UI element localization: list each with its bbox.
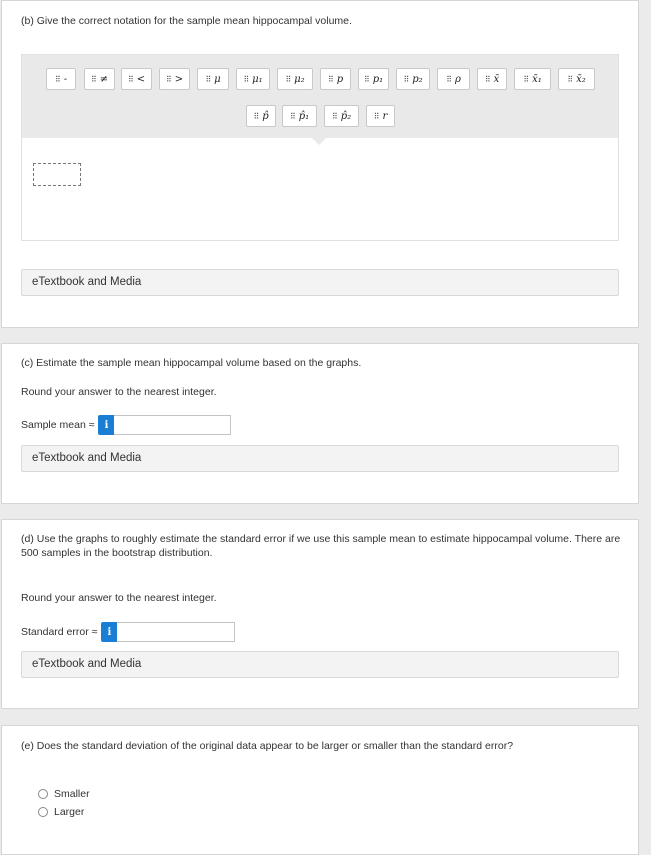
etextbook-media-bar-c[interactable]: eTextbook and Media: [21, 445, 619, 472]
drag-handle-icon: ⠿: [54, 74, 60, 84]
drag-handle-icon: ⠿: [363, 74, 369, 84]
standard-error-label: Standard error ≈: [21, 626, 98, 638]
palette-pointer-arrow: [312, 138, 326, 145]
minus-symbol: -: [63, 73, 68, 85]
tile-p2-symbol[interactable]: [396, 68, 430, 90]
rho-symbol: ρ: [454, 73, 461, 85]
not-equal-symbol: ≠: [99, 73, 109, 85]
p1-symbol: p₁: [372, 73, 384, 85]
xbar-symbol: x̄: [493, 73, 500, 85]
tile-phat-symbol[interactable]: [246, 105, 276, 127]
part-b-card: [1, 0, 639, 328]
drag-handle-icon: ⠿: [484, 74, 490, 84]
r-symbol: r: [382, 110, 388, 122]
info-icon[interactable]: i: [98, 415, 114, 435]
option-smaller-label: Smaller: [54, 788, 90, 800]
tile-mu2-symbol[interactable]: [277, 68, 313, 90]
tile-less-than-symbol[interactable]: [121, 68, 152, 90]
drag-handle-icon: ⠿: [327, 74, 333, 84]
tile-phat2-symbol[interactable]: [324, 105, 359, 127]
drag-handle-icon: ⠿: [127, 74, 133, 84]
part-d-prompt-line1: (d) Use the graphs to roughly estimate the standard error if we use this sample mean to estimate hippocampal volume. There are: [21, 533, 621, 545]
drag-handle-icon: ⠿: [331, 111, 337, 121]
tile-xbar1-symbol[interactable]: [514, 68, 551, 90]
drag-handle-icon: ⠿: [253, 111, 259, 121]
xbar1-symbol: x̄₁: [532, 73, 542, 85]
tile-phat1-symbol[interactable]: [282, 105, 317, 127]
p-symbol: p: [336, 73, 344, 85]
greater-than-symbol: >: [174, 73, 184, 85]
phat1-symbol: p̂₁: [298, 110, 310, 122]
drag-handle-icon: ⠿: [205, 74, 211, 84]
drag-drop-area: [21, 54, 619, 241]
drag-handle-icon: ⠿: [285, 74, 291, 84]
part-c-prompt: (c) Estimate the sample mean hippocampal volume based on the graphs.: [21, 357, 362, 369]
sample-mean-row: [21, 415, 231, 435]
drag-handle-icon: ⠿: [567, 74, 573, 84]
tile-xbar2-symbol[interactable]: [558, 68, 595, 90]
answer-drop-target[interactable]: [33, 163, 81, 186]
drag-handle-icon: ⠿: [289, 111, 295, 121]
option-larger[interactable]: [38, 806, 84, 818]
part-e-card: [1, 725, 639, 855]
etextbook-media-bar-d[interactable]: eTextbook and Media: [21, 651, 619, 678]
sample-mean-label: Sample mean ≈: [21, 419, 95, 431]
tile-rho-symbol[interactable]: [437, 68, 470, 90]
standard-error-row: [21, 622, 235, 642]
option-larger-label: Larger: [54, 806, 85, 818]
tile-greater-than-symbol[interactable]: [159, 68, 190, 90]
phat2-symbol: p̂₂: [340, 110, 352, 122]
tile-not-equal-symbol[interactable]: [84, 68, 115, 90]
mu2-symbol: μ₂: [294, 73, 305, 85]
tile-p1-symbol[interactable]: [358, 68, 389, 90]
drag-handle-icon: ⠿: [523, 74, 529, 84]
radio-smaller[interactable]: [38, 789, 48, 799]
drag-handle-icon: ⠿: [243, 74, 249, 84]
part-b-prompt: (b) Give the correct notation for the sample mean hippocampal volume.: [21, 15, 352, 27]
tile-xbar-symbol[interactable]: [477, 68, 507, 90]
standard-error-input[interactable]: [117, 622, 235, 642]
sample-mean-input[interactable]: [114, 415, 231, 435]
p2-symbol: p₂: [412, 73, 423, 85]
mu-symbol: μ: [214, 73, 221, 85]
part-c-instruction: Round your answer to the nearest integer.: [21, 386, 217, 398]
drag-handle-icon: ⠿: [403, 74, 409, 84]
drag-handle-icon: ⠿: [373, 111, 379, 121]
part-d-instruction: Round your answer to the nearest integer.: [21, 592, 217, 604]
info-icon[interactable]: i: [101, 622, 117, 642]
tile-minus-symbol[interactable]: [46, 68, 76, 90]
tile-mu1-symbol[interactable]: [236, 68, 270, 90]
tile-p-symbol[interactable]: [320, 68, 351, 90]
drag-handle-icon: ⠿: [90, 74, 96, 84]
part-c-card: [1, 343, 639, 504]
drag-handle-icon: ⠿: [165, 74, 171, 84]
drag-handle-icon: ⠿: [446, 74, 451, 84]
symbol-palette: [22, 55, 618, 138]
part-d-prompt-line2: 500 samples in the bootstrap distribution.: [21, 547, 213, 559]
radio-larger[interactable]: [38, 807, 48, 817]
part-e-prompt: (e) Does the standard deviation of the original data appear to be larger or smaller than the standard error?: [21, 740, 514, 752]
phat-symbol: p̂: [262, 110, 269, 122]
xbar2-symbol: x̄₂: [576, 73, 586, 85]
tile-r-symbol[interactable]: [366, 105, 395, 127]
mu1-symbol: μ₁: [252, 73, 263, 85]
option-smaller[interactable]: [38, 788, 90, 800]
etextbook-media-bar-b[interactable]: eTextbook and Media: [21, 269, 619, 296]
part-d-card: [1, 519, 639, 709]
less-than-symbol: <: [136, 73, 146, 85]
tile-mu-symbol[interactable]: [197, 68, 229, 90]
